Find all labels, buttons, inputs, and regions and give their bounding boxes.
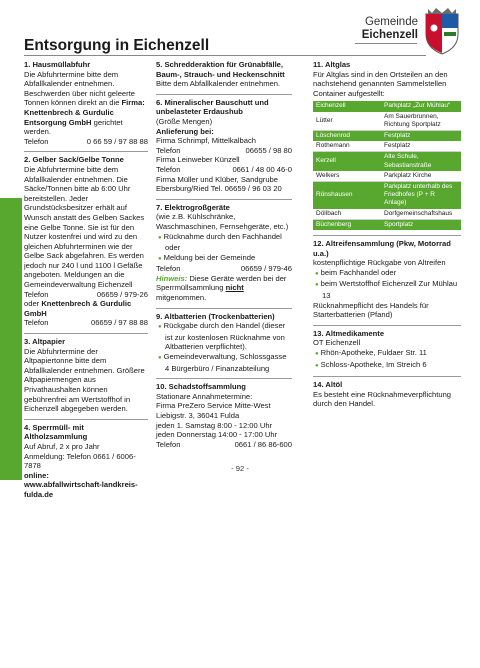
section-heading: 14. Altöl xyxy=(313,380,343,390)
table-cell-location: Festplatz xyxy=(381,130,461,141)
section-heading: 6. Mineralischer Bauschutt und unbelasteter Erdaushub xyxy=(156,97,269,117)
section-text-cont: gerichtet werden. xyxy=(24,117,123,137)
table-row xyxy=(313,209,461,220)
phone-label: Telefon xyxy=(156,145,181,155)
section-text: Die Abfuhrtermine bitte dem Abfallkalender entnehmen. Beschwerden über nicht geleerte Tonnen können direkt an die xyxy=(24,69,136,108)
column-right xyxy=(313,60,461,409)
table-cell-place: Kerzell xyxy=(313,152,381,171)
municipality-label: Gemeinde xyxy=(364,16,418,28)
page-number: - 92 - xyxy=(231,464,249,473)
hint-text: mitgenommen. xyxy=(156,293,207,303)
coat-of-arms-icon xyxy=(422,6,462,56)
table-cell-place: Eichenzell xyxy=(313,101,381,111)
section-altglas xyxy=(313,60,461,230)
bullet-item: ● Schloss-Apotheke, Im Streich 6 xyxy=(313,360,461,372)
table-cell-location: Am Sauerbrunnen, Richtung Sportplatz xyxy=(381,112,461,131)
hint-label: Hinweis: xyxy=(156,273,188,283)
table-cell-location: Parkplatz unterhalb des Friedhofes (P + R Anlage) xyxy=(381,182,461,209)
section-altreifen xyxy=(313,239,461,320)
phone-label: Telefon xyxy=(156,439,181,449)
table-cell-place: Döllbach xyxy=(313,209,381,220)
section-text: Die Abfuhrtermine bitte dem Abfallkalender entnehmen. Die Säcke/Tonnen bitte ab 6:00 Uhr bereitstellen. Jeder Grundstücksbesitzer erhält auf Wunsch anstatt des Gelben Sackes eine Gelbe Tonne. Sie ist für den Nutzer kostenfrei und wird zu den gleichen Abfuhrterminen wie der Gelbe Sack abgefahren. Es werden jedoch nur 240 l und 1100 l Gefäße angeboten. Meldungen an die Gemeindeverwaltung Eichenzell xyxy=(24,164,145,290)
municipality-name: Eichenzell xyxy=(361,29,418,41)
divider xyxy=(156,378,292,379)
phone-number: 0 66 59 / 97 88 88 xyxy=(86,136,148,146)
phone-label: Telefon xyxy=(24,289,49,299)
table-row xyxy=(313,152,461,171)
section-schredder xyxy=(156,60,292,89)
table-cell-location: Parkplatz Kirche xyxy=(381,171,461,182)
table-cell-place: Welkers xyxy=(313,171,381,182)
firm-name: Firma Schrimpf, Mittelkalbach xyxy=(156,136,257,146)
table-cell-location: Dorfgemeinschaftshaus xyxy=(381,209,461,220)
table-row xyxy=(313,130,461,141)
hint-paragraph xyxy=(156,274,292,303)
section-text: Bitte dem Abfallkalender entnehmen. xyxy=(156,79,281,89)
section-altoel xyxy=(313,380,461,409)
website-link[interactable]: www.abfallwirtschaft-landkreis-fulda.de xyxy=(24,480,138,499)
phone-number: 06659 / 979-26 xyxy=(96,289,148,299)
phone-label: Telefon xyxy=(24,318,49,328)
phone-number: 06655 / 98 80 xyxy=(245,145,292,155)
section-text: Rücknahmepflicht des Handels für Starterbatterien (Pfand) xyxy=(313,300,429,320)
column-left xyxy=(24,60,148,500)
bullet-item: ● beim Wertstoffhof Eichenzell Zur Mühlau 13 xyxy=(313,279,461,300)
divider xyxy=(313,235,461,236)
table-cell-place: Lütter xyxy=(313,112,381,131)
divider xyxy=(24,419,148,420)
bullet-item: ● Rückgabe durch den Handel (dieser ist zur kostenlosen Rücknahme von Altbatterien verpflichtet). xyxy=(156,321,292,352)
section-text: (wie z.B. Kühlschränke, Waschmaschinen, Fernsehgeräte, etc.) xyxy=(156,212,289,231)
section-heading: 4. Sperrmüll- mit Altholzsammlung xyxy=(24,422,88,442)
section-line: Stationare Annahmetermine: xyxy=(156,391,253,401)
phone-number: 0661 / 48 00 46-0 xyxy=(232,164,292,174)
divider xyxy=(313,325,461,326)
table-cell-place: Rönshausen xyxy=(313,182,381,209)
section-altbatterien xyxy=(156,312,292,374)
section-gelber-sack xyxy=(24,155,148,328)
table-cell-place: Löschenrod xyxy=(313,130,381,141)
bullet-item: ● Rücknahme durch den Fachhandel xyxy=(156,232,292,244)
divider xyxy=(156,199,292,200)
section-line: jeden Donnerstag 14:00 - 17:00 Uhr xyxy=(156,430,278,440)
table-row xyxy=(313,101,461,111)
section-line: Liebigstr. 3, 36041 Fulda xyxy=(156,411,240,420)
section-sperrmuell xyxy=(24,423,148,500)
section-bauschutt xyxy=(156,98,292,194)
table-row xyxy=(313,171,461,182)
table-row xyxy=(313,112,461,131)
hint-emphasis: nicht xyxy=(225,283,244,293)
table-cell-location: Alte Schule, Sebastianstraße xyxy=(381,152,461,171)
table-cell-place: Büchenberg xyxy=(313,219,381,230)
section-heading: 3. Altpapier xyxy=(24,337,66,347)
delivery-label: Anlieferung bei: xyxy=(156,126,214,136)
phone-row xyxy=(156,146,292,156)
section-heading: 9. Altbatterien (Trockenbatterien) xyxy=(156,311,275,321)
section-heading: 10. Schadstoffsammlung xyxy=(156,382,246,392)
section-heading: 5. Schredderaktion für Grünabfälle, Baum-, Strauch- und Heckenschnitt xyxy=(156,60,285,79)
divider xyxy=(156,94,292,95)
divider xyxy=(156,308,292,309)
section-line: jeden 1. Samstag 8:00 - 12:00 Uhr xyxy=(156,420,273,430)
section-hausmuell xyxy=(24,60,148,146)
glass-container-table xyxy=(313,101,461,230)
bullet-item: ● beim Fachhandel oder xyxy=(313,268,461,280)
phone-row xyxy=(24,290,148,300)
section-line: Auf Abruf, 2 x pro Jahr xyxy=(24,441,100,451)
phone-number: 06659 / 979-46 xyxy=(240,264,292,274)
section-text: Für Altglas sind in den Ortsteilen an den nachstehend genannten Sammelstellen Container aufgestellt: xyxy=(313,69,448,98)
table-row xyxy=(313,141,461,152)
section-text: kostenpflichtige Rückgabe von Altreifen xyxy=(313,258,446,268)
divider xyxy=(313,376,461,377)
phone-number: 06659 / 97 88 88 xyxy=(90,318,148,328)
table-cell-place: Rothemann xyxy=(313,141,381,152)
phone-number: Tel. 06659 / 96 03 20 xyxy=(210,184,282,194)
section-heading: 1. Hausmüllabfuhr xyxy=(24,60,91,69)
section-altpapier xyxy=(24,337,148,414)
page-title: Entsorgung in Eichenzell xyxy=(24,37,210,54)
bullet-item: ● Meldung bei der Gemeinde xyxy=(156,253,292,265)
table-row xyxy=(313,219,461,230)
table-cell-location: Festplatz xyxy=(381,141,461,152)
phone-label: Telefon xyxy=(156,264,181,274)
column-middle xyxy=(156,60,292,449)
section-side-tab xyxy=(0,198,27,668)
phone-row xyxy=(156,440,292,450)
phone-number: 0661 / 86 86-600 xyxy=(234,439,292,449)
bullet-item: ● Rhön-Apotheke, Fuldaer Str. 11 xyxy=(313,348,461,360)
hint-text: Diese Geräte werden bei der Sperrmüllsammlung xyxy=(156,273,287,293)
section-line: Firma PreZero Service Mitte-West xyxy=(156,401,271,411)
section-heading: 13. Altmedikamente xyxy=(313,328,385,338)
section-heading: 7. Elektrogroßgeräte xyxy=(156,202,230,212)
table-cell-location: Parkplatz „Zur Mühlau“ xyxy=(381,101,461,111)
phone-row xyxy=(156,264,292,274)
firm-name: Firma Leinweber Künzell xyxy=(156,155,240,165)
firm-name: Firma: Knettenbrech & Gurdulic Entsorgung GmbH xyxy=(24,98,145,127)
table-cell-location: Sportplatz xyxy=(381,219,461,230)
or-text: oder xyxy=(24,299,40,309)
divider xyxy=(24,333,148,334)
section-heading: 11. Altglas xyxy=(313,60,351,69)
section-line: OT Eichenzell xyxy=(313,338,361,348)
phone-row xyxy=(24,137,148,147)
side-tab-label: Ver- und Entsorgung xyxy=(11,531,27,668)
or-text: oder xyxy=(165,243,181,253)
section-line: online: xyxy=(24,470,49,480)
phone-label: Telefon xyxy=(156,164,181,174)
phone-row xyxy=(156,165,292,175)
section-elektro xyxy=(156,203,292,303)
firm-name: Firma Müller und Klüber, Sandgrube Ebersburg/Ried xyxy=(156,174,278,194)
divider xyxy=(24,151,148,152)
phone-row xyxy=(24,318,148,328)
section-schadstoff xyxy=(156,382,292,449)
section-text: Es besteht eine Rücknahmeverpflichtung durch den Handel. xyxy=(313,389,452,409)
firm-name: Knettenbrech & Gurdulic GmbH xyxy=(24,299,132,318)
header-divider xyxy=(355,43,417,44)
section-altmedikamente xyxy=(313,329,461,371)
section-heading: 2. Gelber Sack/Gelbe Tonne xyxy=(24,155,124,165)
section-heading: 12. Altreifensammlung (Pkw, Motorrad u.a.) xyxy=(313,239,451,258)
bullet-item: ● Gemeindeverwaltung, Schlossgasse 4 Bürgerbüro / Finanzabteilung xyxy=(156,352,292,373)
title-underline xyxy=(24,55,426,56)
phone-label: Telefon xyxy=(24,136,49,146)
section-text: Die Abfuhrtermine der Altpapiertonne bitte dem Abfallkalender entnehmen. Größere Altpapiermengen aus Privathaushalten können gebührenfrei am Wertstoffhof in Eichenzell abgegeben werden. xyxy=(24,346,145,414)
section-line: Anmeldung: Telefon 0661 / 6006-7878 xyxy=(24,451,136,471)
section-sub: (Größe Mengen) xyxy=(156,116,213,126)
table-row xyxy=(313,182,461,209)
